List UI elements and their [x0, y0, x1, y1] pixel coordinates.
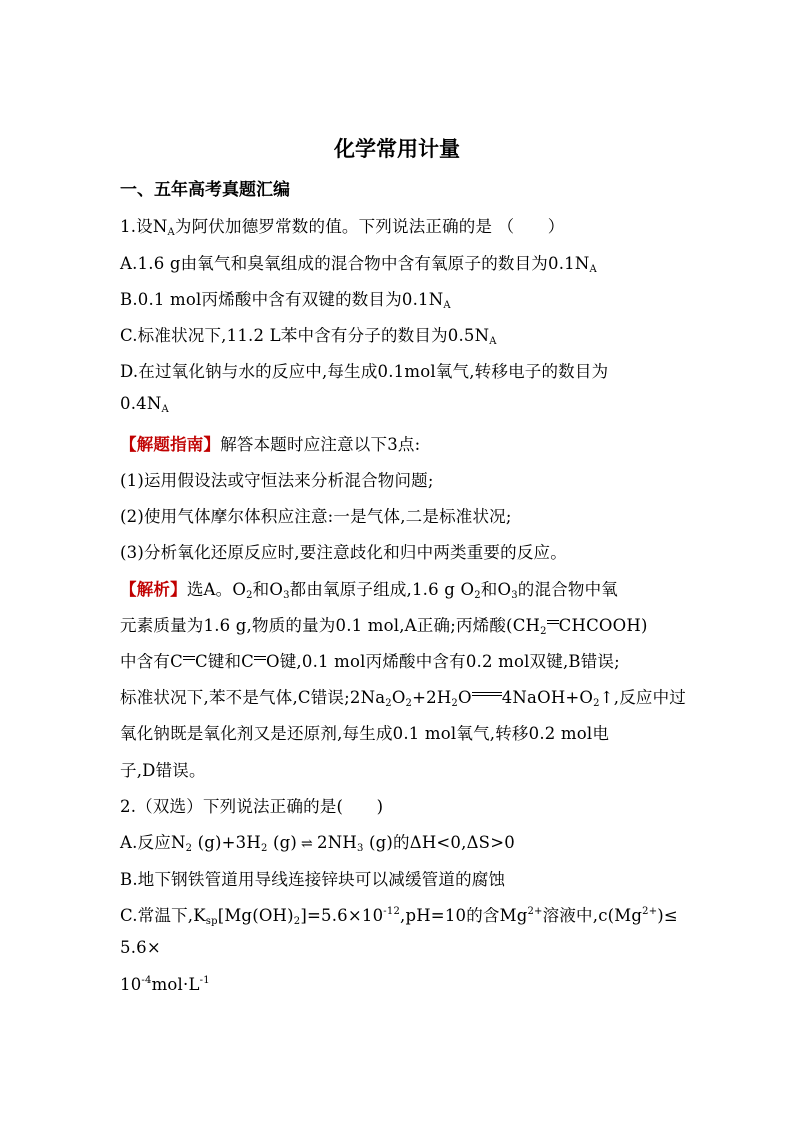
- q1-analysis-2: 元素质量为1.6 g,物质的量为0.1 mol,A正确;丙烯酸($CH_2$ CHCOOH): [120, 616, 648, 637]
- q2-option-c-cont2: $10^{-4}mol\cdot L^{-1}$: [120, 975, 210, 994]
- q2-option-a: A.反应$N_2$ $(g)+3H_2$ (g) ⇌ $2NH_3$ (g)的ΔH<0,ΔS>0: [120, 833, 515, 854]
- page-title: 化学常用计量: [334, 137, 460, 161]
- q1-analysis-6: 子,D错误。: [120, 761, 206, 780]
- q1-option-d: D.在过氧化钠与水的反应中,每生成0.1mol氧气,转移电子的数目为: [120, 362, 609, 381]
- q1-stem: 1.设$N_A$为阿伏加德罗常数的值。下列说法正确的是 （ ）: [120, 217, 565, 238]
- q2-option-c: C.常温下$,K_{sp}[Mg(OH)_2]=5.6\times 10^{-12},pH=10$的含$Mg^{2+}$溶液中$,c(Mg^{2+})\le$: [120, 906, 678, 927]
- q1-guide-2: (2)使用气体摩尔体积应注意:一是气体,二是标准状况;: [120, 507, 512, 526]
- q1-guide-1: (1)运用假设法或守恒法来分析混合物问题;: [120, 471, 434, 490]
- q1-analysis-4: 标准状况下,苯不是气体,C错误$;2Na_2O_2+2H_2O$ $4NaOH+O_2↑$,反应中过: [120, 688, 687, 709]
- q1-option-c: C.标准状况下,11.2 L苯中含有分子的数目为$0.5N_A$: [120, 326, 497, 347]
- q2-option-c-cont: 5.6×: [120, 938, 161, 957]
- q1-option-d-cont: $0.4N_A$: [120, 394, 169, 415]
- q1-option-b: B.0.1 mol丙烯酸中含有双键的数目为$0.1N_A$: [120, 290, 451, 311]
- q1-analysis-5: 氧化钠既是氧化剂又是还原剂,每生成0.1 mol氧气,转移0.2 mol电: [120, 724, 610, 743]
- q2-option-b: B.地下钢铁管道用导线连接锌块可以减缓管道的腐蚀: [120, 870, 506, 889]
- q1-guide-3: (3)分析氧化还原反应时,要注意歧化和归中两类重要的反应。: [120, 543, 567, 562]
- guide-tag: 【解题指南】: [120, 435, 221, 454]
- q1-analysis-3: 中含有C C键和C O键,0.1 mol丙烯酸中含有0.2 mol双键,B错误;: [120, 652, 620, 671]
- section-heading: 一、五年高考真题汇编: [120, 180, 290, 200]
- analysis-tag: 【解析】: [120, 580, 187, 599]
- q1-guide: 【解题指南】解答本题时应注意以下3点:: [120, 435, 421, 454]
- q2-stem: 2.（双选）下列说法正确的是( ): [120, 797, 384, 816]
- q1-option-a: A.1.6 g由氧气和臭氧组成的混合物中含有氧原子的数目为$0.1N_A$: [120, 254, 597, 275]
- q1-analysis-1: 【解析】选A。$O_2$和$O_3$都由氧原子组成,1.6 g $O_2$和$O_3$的混合物中氧: [120, 580, 618, 601]
